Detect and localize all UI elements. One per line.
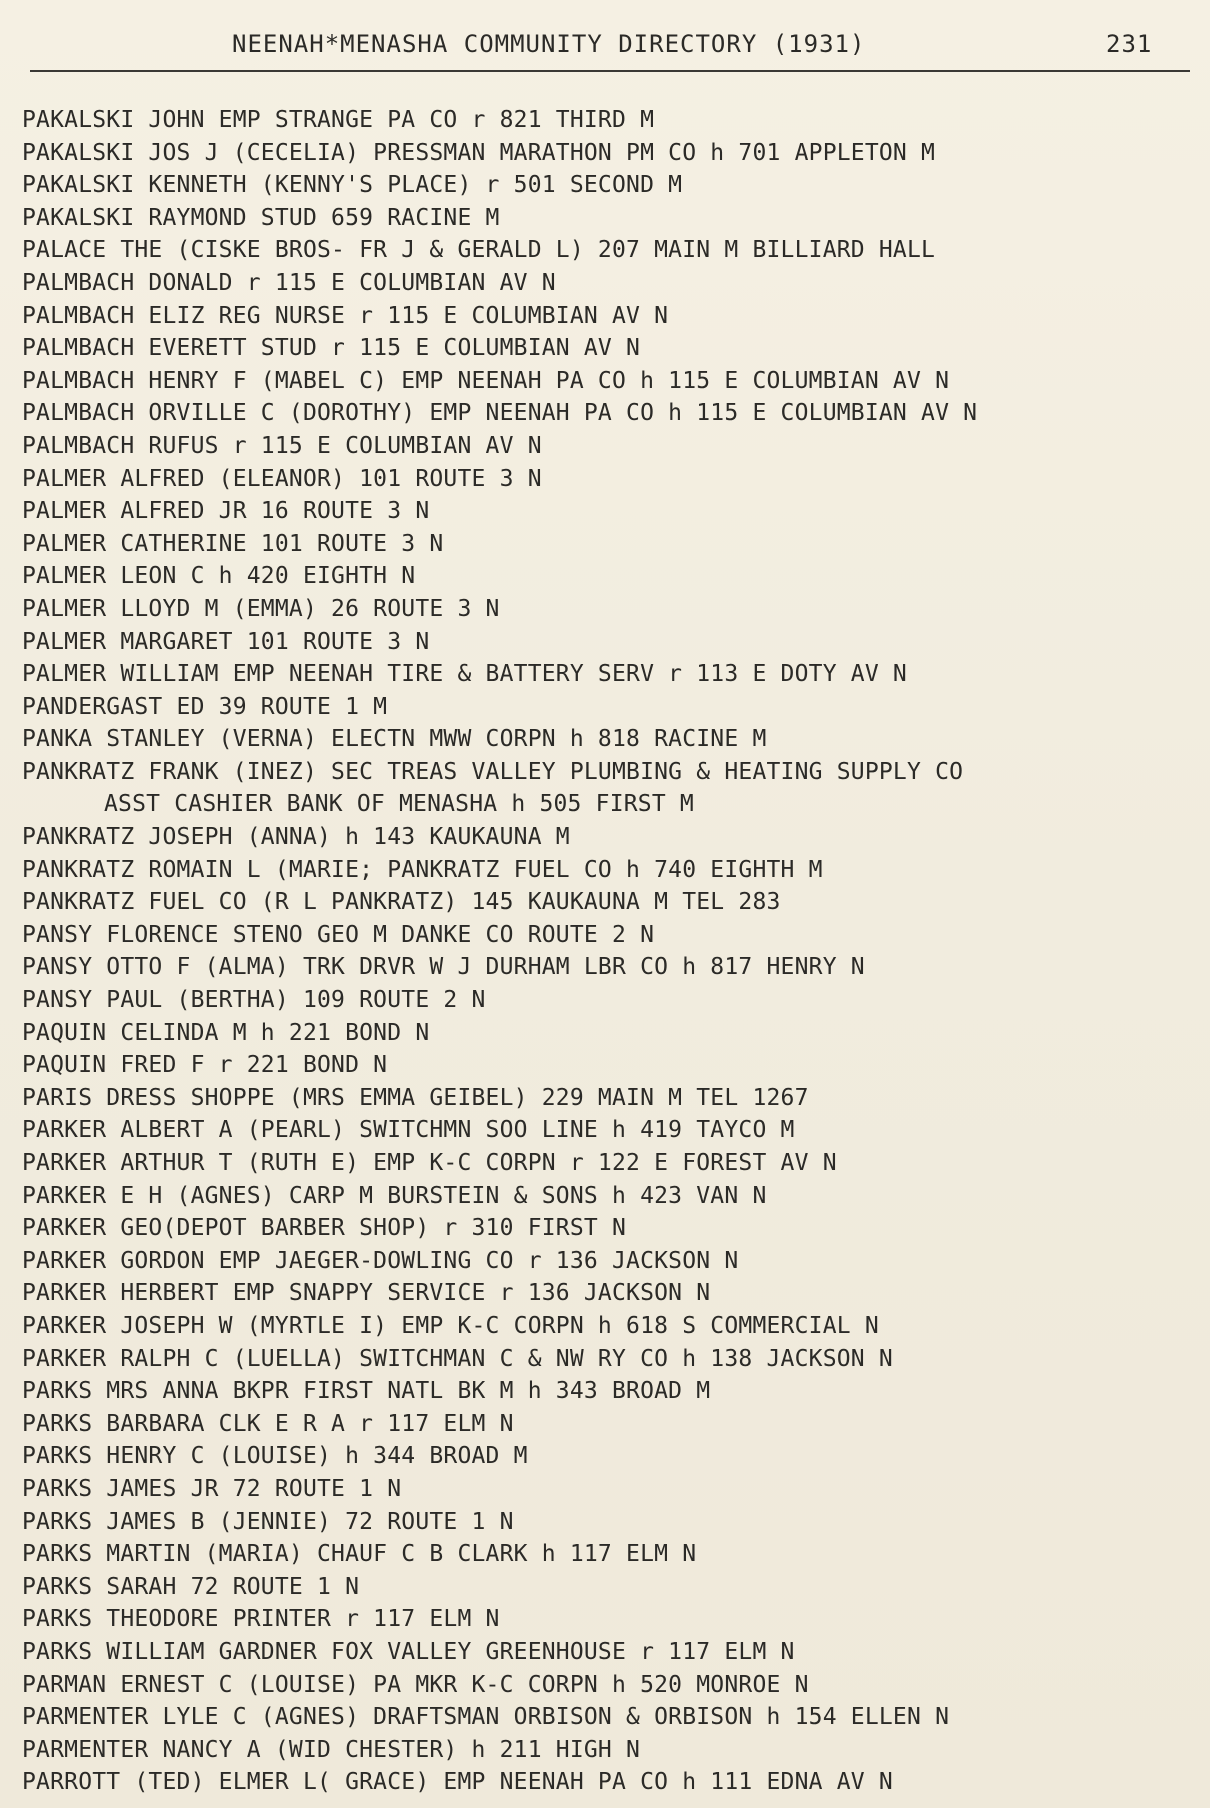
directory-entry: PALMBACH HENRY F (MABEL C) EMP NEENAH PA CO h 115 E COLUMBIAN AV N xyxy=(22,367,950,394)
directory-entry: PANKRATZ FUEL CO (R L PANKRATZ) 145 KAUKAUNA M TEL 283 xyxy=(22,889,781,916)
directory-entry: PARKS JAMES JR 72 ROUTE 1 N xyxy=(22,1475,402,1502)
directory-entry: PARKER E H (AGNES) CARP M BURSTEIN & SONS h 423 VAN N xyxy=(22,1182,767,1209)
directory-entry: PAQUIN FRED F r 221 BOND N xyxy=(22,1052,388,1079)
directory-entry: PARKS THEODORE PRINTER r 117 ELM N xyxy=(22,1606,500,1633)
directory-entry: PAKALSKI JOS J (CECELIA) PRESSMAN MARATHON PM CO h 701 APPLETON M xyxy=(22,139,936,166)
directory-entry: PARKER RALPH C (LUELLA) SWITCHMAN C & NW RY CO h 138 JACKSON N xyxy=(22,1345,893,1372)
header-rule xyxy=(30,70,1190,72)
directory-entry: PARKS MRS ANNA BKPR FIRST NATL BK M h 343 BROAD M xyxy=(22,1378,711,1405)
directory-entry: PARMAN ERNEST C (LOUISE) PA MKR K-C CORPN h 520 MONROE N xyxy=(22,1671,809,1698)
directory-entry: PANDERGAST ED 39 ROUTE 1 M xyxy=(22,693,388,720)
directory-entry: PANKRATZ ROMAIN L (MARIE; PANKRATZ FUEL CO h 740 EIGHTH M xyxy=(22,856,823,883)
directory-entry: PANSY FLORENCE STENO GEO M DANKE CO ROUTE 2 N xyxy=(22,921,655,948)
directory-entry: PARKS BARBARA CLK E R A r 117 ELM N xyxy=(22,1410,514,1437)
directory-entry: PARKER GEO(DEPOT BARBER SHOP) r 310 FIRST N xyxy=(22,1215,627,1242)
directory-entry: PAQUIN CELINDA M h 221 BOND N xyxy=(22,1019,430,1046)
directory-entry: PALMER CATHERINE 101 ROUTE 3 N xyxy=(22,530,444,557)
directory-entry: PALMBACH EVERETT STUD r 115 E COLUMBIAN AV N xyxy=(22,335,641,362)
directory-entry: PARKER HERBERT EMP SNAPPY SERVICE r 136 JACKSON N xyxy=(22,1280,711,1307)
directory-entry: PARKS HENRY C (LOUISE) h 344 BROAD M xyxy=(22,1443,528,1470)
directory-entry: PARMENTER NANCY A (WID CHESTER) h 211 HIGH N xyxy=(22,1736,641,1763)
directory-entry: PANSY PAUL (BERTHA) 109 ROUTE 2 N xyxy=(22,987,486,1014)
directory-entry: PALMER MARGARET 101 ROUTE 3 N xyxy=(22,628,430,655)
directory-title: NEENAH*MENASHA COMMUNITY DIRECTORY (1931) xyxy=(232,30,866,58)
directory-entry: PALMBACH ORVILLE C (DOROTHY) EMP NEENAH PA CO h 115 E COLUMBIAN AV N xyxy=(22,400,978,427)
directory-entry: PARKS SARAH 72 ROUTE 1 N xyxy=(22,1573,360,1600)
directory-entry: PAKALSKI KENNETH (KENNY'S PLACE) r 501 SECOND M xyxy=(22,172,683,199)
page-number: 231 xyxy=(1106,30,1153,58)
directory-entry: PAKALSKI RAYMOND STUD 659 RACINE M xyxy=(22,204,500,231)
directory-entry: PALACE THE (CISKE BROS- FR J & GERALD L) 207 MAIN M BILLIARD HALL xyxy=(22,237,936,264)
directory-entry: PARKS WILLIAM GARDNER FOX VALLEY GREENHOUSE r 117 ELM N xyxy=(22,1638,795,1665)
page-header xyxy=(0,26,1210,70)
directory-entry-continuation: ASST CASHIER BANK OF MENASHA h 505 FIRST M xyxy=(104,791,694,818)
directory-entry: PAKALSKI JOHN EMP STRANGE PA CO r 821 THIRD M xyxy=(22,107,655,133)
directory-entry: PARKER ARTHUR T (RUTH E) EMP K-C CORPN r 122 E FOREST AV N xyxy=(22,1150,837,1176)
directory-entries xyxy=(22,104,1202,1799)
directory-entry: PALMER LEON C h 420 EIGHTH N xyxy=(22,563,416,590)
directory-entry: PARKER GORDON EMP JAEGER-DOWLING CO r 136 JACKSON N xyxy=(22,1247,739,1274)
directory-entry: PALMER WILLIAM EMP NEENAH TIRE & BATTERY SERV r 113 E DOTY AV N xyxy=(22,661,907,688)
directory-entry: PANSY OTTO F (ALMA) TRK DRVR W J DURHAM LBR CO h 817 HENRY N xyxy=(22,954,865,981)
directory-entry: PARIS DRESS SHOPPE (MRS EMMA GEIBEL) 229 MAIN M TEL 1267 xyxy=(22,1084,809,1111)
directory-entry: PARKS JAMES B (JENNIE) 72 ROUTE 1 N xyxy=(22,1508,514,1535)
directory-entry: PANKRATZ FRANK (INEZ) SEC TREAS VALLEY PLUMBING & HEATING SUPPLY CO xyxy=(22,758,964,785)
directory-entry: PALMBACH DONALD r 115 E COLUMBIAN AV N xyxy=(22,269,556,296)
directory-entry: PARKER JOSEPH W (MYRTLE I) EMP K-C CORPN h 618 S COMMERCIAL N xyxy=(22,1312,879,1339)
directory-entry: PANKRATZ JOSEPH (ANNA) h 143 KAUKAUNA M xyxy=(22,824,570,851)
directory-entry: PALMER ALFRED JR 16 ROUTE 3 N xyxy=(22,498,430,525)
directory-entry: PARKER ALBERT A (PEARL) SWITCHMN SOO LINE h 419 TAYCO M xyxy=(22,1117,795,1144)
directory-entry: PALMER ALFRED (ELEANOR) 101 ROUTE 3 N xyxy=(22,465,542,492)
directory-entry: PALMBACH ELIZ REG NURSE r 115 E COLUMBIAN AV N xyxy=(22,302,669,329)
directory-entry: PALMER LLOYD M (EMMA) 26 ROUTE 3 N xyxy=(22,595,500,622)
directory-entry: PARROTT (TED) ELMER L( GRACE) EMP NEENAH PA CO h 111 EDNA AV N xyxy=(22,1769,893,1796)
directory-entry: PANKA STANLEY (VERNA) ELECTN MWW CORPN h 818 RACINE M xyxy=(22,726,767,753)
directory-entry: PALMBACH RUFUS r 115 E COLUMBIAN AV N xyxy=(22,432,542,459)
directory-entry: PARKS MARTIN (MARIA) CHAUF C B CLARK h 117 ELM N xyxy=(22,1541,697,1568)
directory-entry: PARMENTER LYLE C (AGNES) DRAFTSMAN ORBISON & ORBISON h 154 ELLEN N xyxy=(22,1704,950,1731)
